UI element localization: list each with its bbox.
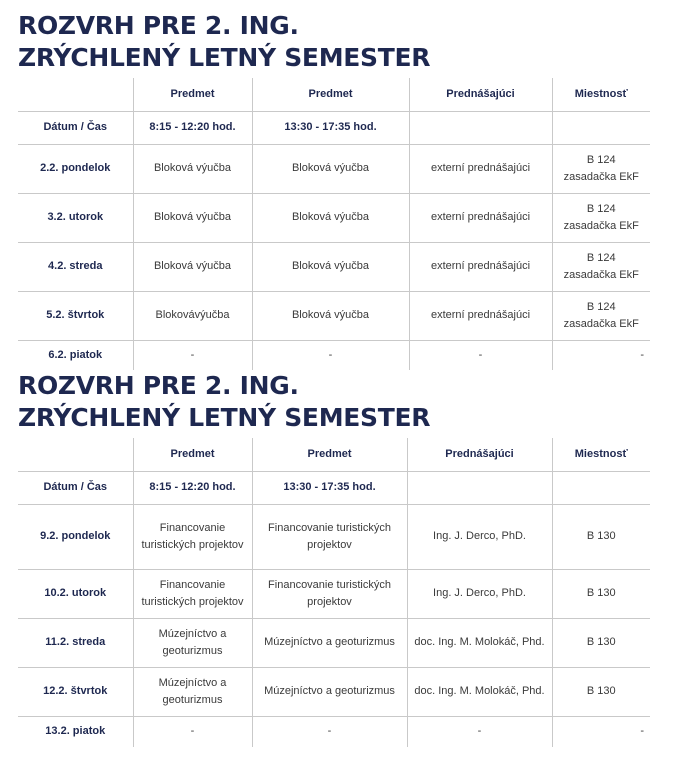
time-row-empty <box>407 471 552 504</box>
row-room: B 130 <box>552 504 650 569</box>
header-room: Miestnosť <box>552 78 650 111</box>
schedule-title-week1 <box>18 10 430 74</box>
row-lecturer: - <box>407 716 552 747</box>
row-lecturer: doc. Ing. M. Molokáč, Phd. <box>407 667 552 716</box>
header-lecturer: Prednášajúci <box>407 438 552 471</box>
row-lecturer: externí prednášajúci <box>409 144 552 193</box>
row-subject1: Blokovávýučba <box>133 291 252 340</box>
header-subject2: Predmet <box>252 78 409 111</box>
row-date: 5.2. štvrtok <box>18 291 133 340</box>
time-row <box>18 111 650 144</box>
time-row <box>18 471 650 504</box>
row-subject1: - <box>133 716 252 747</box>
row-room <box>552 193 650 242</box>
header-subject1: Predmet <box>133 78 252 111</box>
header-subject1: Predmet <box>133 438 252 471</box>
row-lecturer: externí prednášajúci <box>409 193 552 242</box>
time-row-empty <box>409 111 552 144</box>
row-room <box>552 242 650 291</box>
row-subject2: Múzejníctvo a geoturizmus <box>252 667 407 716</box>
header-room: Miestnosť <box>552 438 650 471</box>
row-room: B 130 <box>552 618 650 667</box>
row-subject1: Múzejníctvo a geoturizmus <box>133 667 252 716</box>
row-room <box>552 291 650 340</box>
header-lecturer: Prednášajúci <box>409 78 552 111</box>
table-row <box>18 144 650 193</box>
time-row-empty <box>552 111 650 144</box>
room-number: B 124 <box>586 202 616 215</box>
schedule-table-week1 <box>18 78 650 370</box>
table-row <box>18 569 650 618</box>
header-cell-empty <box>18 438 133 471</box>
date-time-label: Dátum / Čas <box>18 471 133 504</box>
row-lecturer: - <box>409 340 552 370</box>
row-subject1: Bloková výučba <box>133 242 252 291</box>
row-subject2: Bloková výučba <box>252 242 409 291</box>
header-subject2: Predmet <box>252 438 407 471</box>
table-row <box>18 667 650 716</box>
row-date: 4.2. streda <box>18 242 133 291</box>
row-lecturer: doc. Ing. M. Molokáč, Phd. <box>407 618 552 667</box>
row-room: B 130 <box>552 569 650 618</box>
row-room: B 130 <box>552 667 650 716</box>
row-subject2: Financovanie turistických projektov <box>252 504 407 569</box>
row-subject2: Bloková výučba <box>252 144 409 193</box>
row-subject1: - <box>133 340 252 370</box>
table-row <box>18 193 650 242</box>
row-date: 9.2. pondelok <box>18 504 133 569</box>
header-cell-empty <box>18 78 133 111</box>
table-row <box>18 504 650 569</box>
room-name: zasadačka EkF <box>563 268 639 281</box>
row-subject2: - <box>252 340 409 370</box>
table-row <box>18 618 650 667</box>
header-row <box>18 438 650 471</box>
title-line-2: ZRÝCHLENÝ LETNÝ SEMESTER <box>18 403 431 432</box>
time-morning: 8:15 - 12:20 hod. <box>133 471 252 504</box>
row-subject2: - <box>252 716 407 747</box>
title-line-2: ZRÝCHLENÝ LETNÝ SEMESTER <box>18 43 431 72</box>
row-subject1: Financovanie turistických projektov <box>133 569 252 618</box>
header-row <box>18 78 650 111</box>
time-morning: 8:15 - 12:20 hod. <box>133 111 252 144</box>
table-row <box>18 291 650 340</box>
room-name: zasadačka EkF <box>563 219 639 232</box>
table-row <box>18 716 650 747</box>
time-afternoon: 13:30 - 17:35 hod. <box>252 111 409 144</box>
table-row <box>18 242 650 291</box>
room-number: B 124 <box>586 251 616 264</box>
row-room: - <box>552 716 650 747</box>
row-room: - <box>552 340 650 370</box>
row-date: 2.2. pondelok <box>18 144 133 193</box>
room-number: B 124 <box>586 300 616 313</box>
row-subject1: Financovanie turistických projektov <box>133 504 252 569</box>
row-date: 3.2. utorok <box>18 193 133 242</box>
date-time-label: Dátum / Čas <box>18 111 133 144</box>
row-date: 6.2. piatok <box>18 340 133 370</box>
room-number: B 124 <box>586 153 616 166</box>
row-date: 13.2. piatok <box>18 716 133 747</box>
row-subject2: Bloková výučba <box>252 291 409 340</box>
row-subject1: Bloková výučba <box>133 193 252 242</box>
row-lecturer: Ing. J. Derco, PhD. <box>407 569 552 618</box>
row-subject1: Múzejníctvo a geoturizmus <box>133 618 252 667</box>
row-room <box>552 144 650 193</box>
row-lecturer: Ing. J. Derco, PhD. <box>407 504 552 569</box>
table-row <box>18 340 650 370</box>
row-subject1: Bloková výučba <box>133 144 252 193</box>
title-line-1: ROZVRH PRE 2. ING. <box>18 11 299 40</box>
time-afternoon: 13:30 - 17:35 hod. <box>252 471 407 504</box>
time-row-empty <box>552 471 650 504</box>
title-line-1: ROZVRH PRE 2. ING. <box>18 371 299 400</box>
row-lecturer: externí prednášajúci <box>409 291 552 340</box>
row-lecturer: externí prednášajúci <box>409 242 552 291</box>
row-subject2: Múzejníctvo a geoturizmus <box>252 618 407 667</box>
room-name: zasadačka EkF <box>563 317 639 330</box>
schedule-table-week2 <box>18 438 650 747</box>
row-subject2: Bloková výučba <box>252 193 409 242</box>
schedule-title-week2 <box>18 370 430 434</box>
row-subject2: Financovanie turistických projektov <box>252 569 407 618</box>
room-name: zasadačka EkF <box>563 170 639 183</box>
row-date: 10.2. utorok <box>18 569 133 618</box>
row-date: 12.2. štvrtok <box>18 667 133 716</box>
row-date: 11.2. streda <box>18 618 133 667</box>
